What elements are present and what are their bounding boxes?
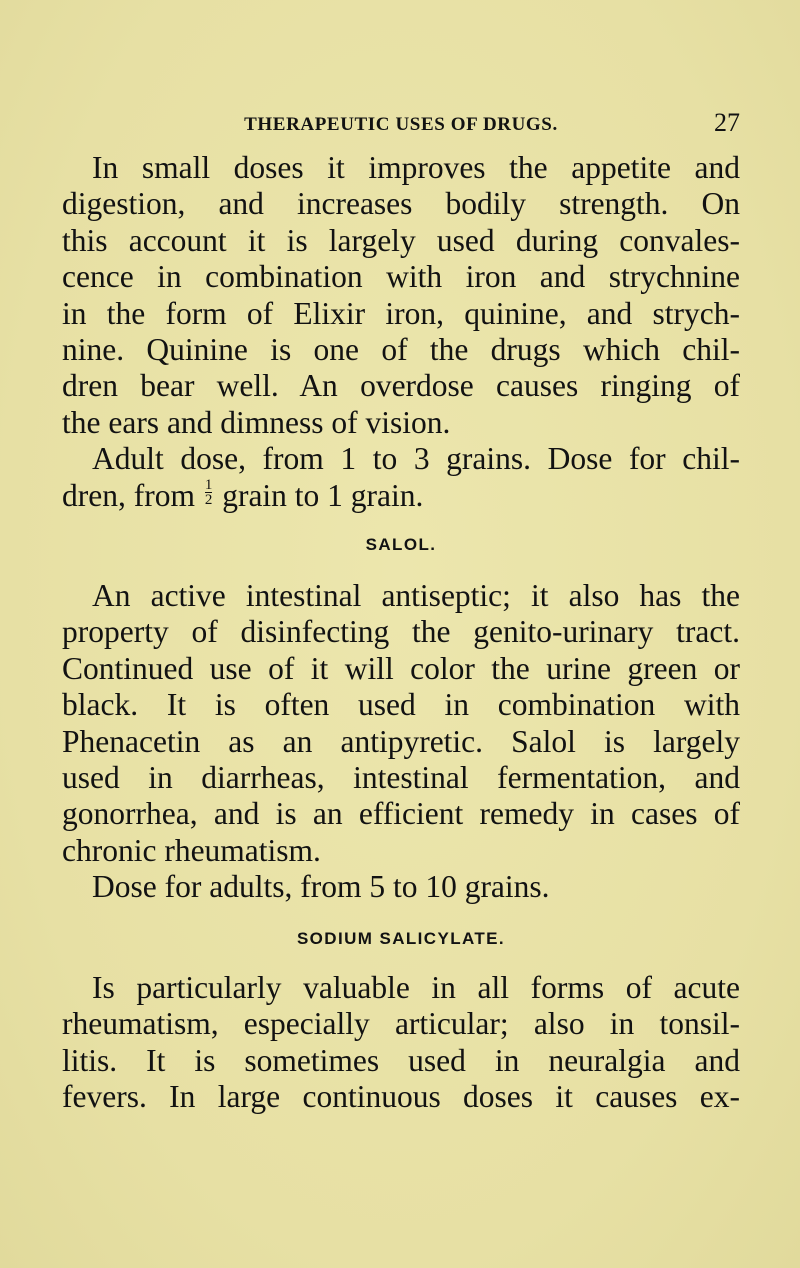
text-line: the ears and dimness of vision. bbox=[62, 404, 451, 440]
text-line: fevers. In large continuous doses it causes ex- bbox=[62, 1079, 740, 1115]
sodium-salicylate-paragraph bbox=[62, 970, 740, 1116]
dose-text-after: grain to 1 grain. bbox=[214, 477, 424, 513]
salol-paragraph bbox=[62, 578, 740, 906]
text-line: dren bear well. An overdose causes ringing of bbox=[62, 368, 740, 404]
fraction-denominator: 2 bbox=[204, 491, 213, 508]
text-line: litis. It is sometimes used in neuralgia and bbox=[62, 1042, 740, 1078]
text-line: chronic rheumatism. bbox=[62, 832, 321, 868]
section-heading-sodium-salicylate: SODIUM SALICYLATE. bbox=[296, 929, 506, 948]
text-line: An active intestinal antiseptic; it also has the bbox=[92, 578, 740, 613]
fraction-numerator: 1 bbox=[204, 476, 213, 493]
dose-line: Adult dose, from 1 to 3 grains. Dose for chil- bbox=[92, 441, 740, 477]
quinine-paragraph bbox=[62, 150, 740, 514]
section-heading-salol: SALOL. bbox=[365, 535, 437, 554]
text-line: used in diarrheas, intestinal fermentation, and bbox=[62, 759, 740, 795]
text-line: rheumatism, especially articular; also in tonsil- bbox=[62, 1006, 740, 1042]
text-line: nine. Quinine is one of the drugs which chil- bbox=[62, 331, 740, 367]
half-fraction bbox=[205, 478, 213, 507]
text-line: in the form of Elixir iron, quinine, and strych- bbox=[62, 295, 740, 331]
text-line: Is particularly valuable in all forms of acute bbox=[92, 970, 740, 1005]
text-line: this account it is largely used during convales- bbox=[62, 222, 740, 258]
text-line: gonorrhea, and is an efficient remedy in cases of bbox=[62, 796, 740, 832]
text-line: digestion, and increases bodily strength. On bbox=[62, 186, 740, 222]
running-head bbox=[62, 108, 740, 142]
text-line: In small doses it improves the appetite and bbox=[92, 150, 740, 185]
text-line: cence in combination with iron and strychnine bbox=[62, 259, 740, 295]
running-title: THERAPEUTIC USES OF DRUGS. bbox=[244, 114, 558, 135]
text-line: property of disinfecting the genito-urinary tract. bbox=[62, 614, 740, 650]
page-number: 27 bbox=[714, 108, 740, 137]
dose-line: Dose for adults, from 5 to 10 grains. bbox=[92, 869, 550, 905]
dose-line-fraction bbox=[62, 478, 740, 514]
text-line: Phenacetin as an antipyretic. Salol is largely bbox=[62, 723, 740, 759]
text-line: black. It is often used in combination with bbox=[62, 687, 740, 723]
text-line: Continued use of it will color the urine green or bbox=[62, 650, 740, 686]
dose-text-before: dren, from bbox=[62, 477, 203, 513]
